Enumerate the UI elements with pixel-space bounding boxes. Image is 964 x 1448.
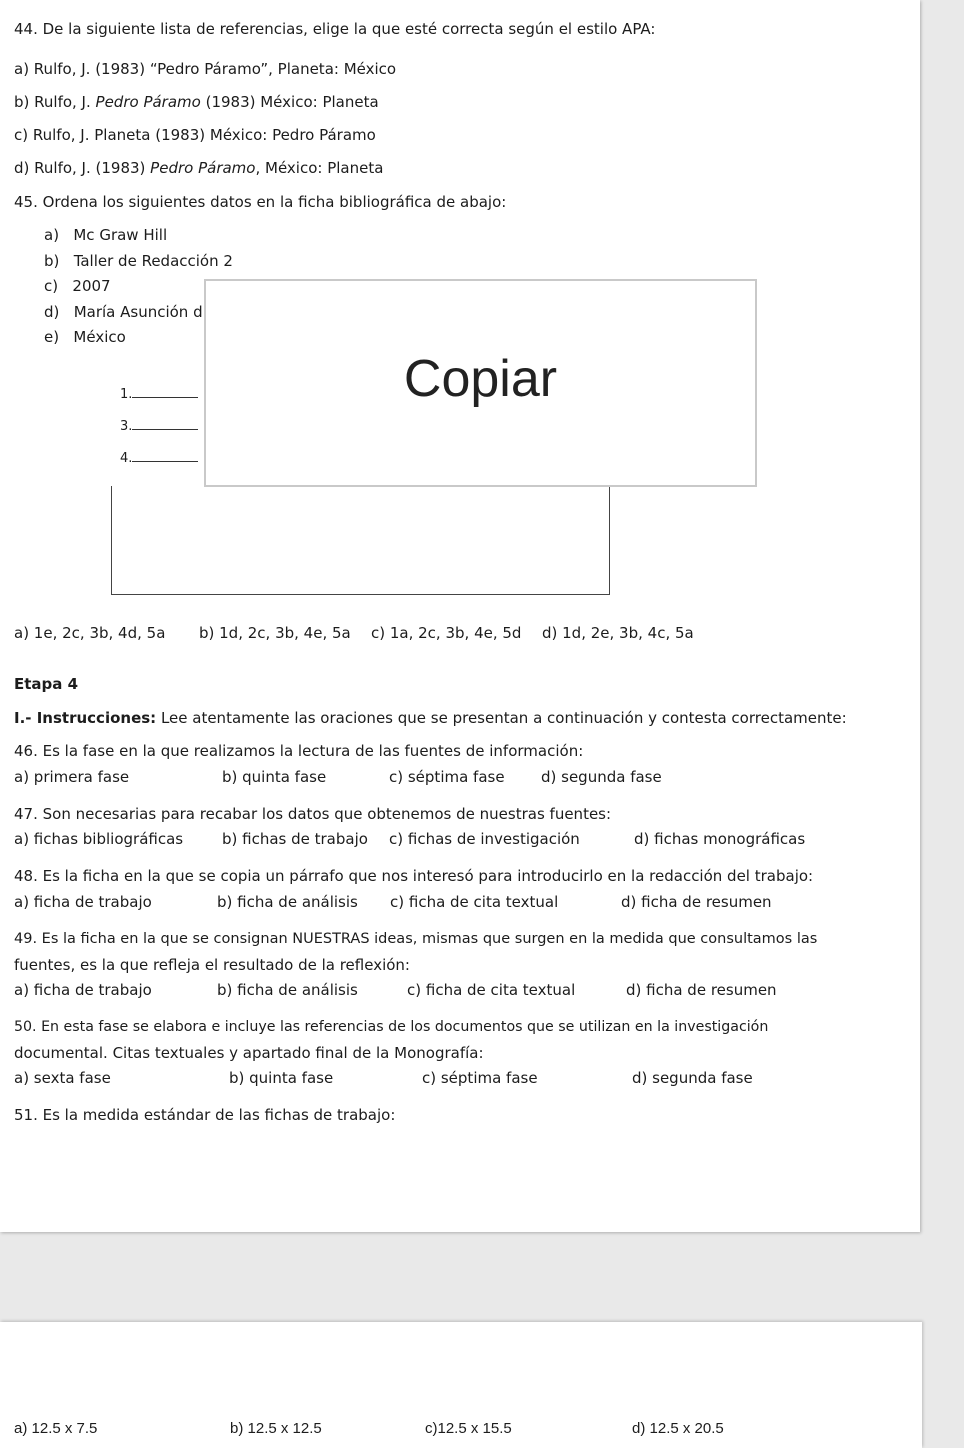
q49-option-c: c) ficha de cita textual [407, 981, 576, 999]
q46-option-b: b) quinta fase [222, 768, 327, 786]
copy-popup[interactable] [204, 279, 757, 487]
q44-option-a: a) Rulfo, J. (1983) “Pedro Páramo”, Planeta: México [14, 60, 397, 78]
document-page-2 [0, 1322, 922, 1448]
etapa-heading: Etapa 4 [14, 675, 79, 693]
q49-question-line1: 49. Es la ficha en la que se consignan NUESTRAS ideas, mismas que surgen en la medida que consultamos las [14, 931, 818, 947]
q45-option-b: b) 1d, 2c, 3b, 4e, 5a [199, 624, 351, 642]
q45-item-e: e) México [44, 328, 126, 346]
q47-option-a: a) fichas bibliográficas [14, 830, 184, 848]
q46-question: 46. Es la fase en la que realizamos la lectura de las fuentes de información: [14, 742, 584, 760]
q51-option-c: c)12.5 x 15.5 [425, 1420, 512, 1437]
bibliographic-card-box [111, 486, 610, 595]
q47-option-c: c) fichas de investigación [389, 830, 580, 848]
q50-option-c: c) séptima fase [422, 1069, 538, 1087]
copy-button[interactable]: Copiar [403, 350, 558, 408]
q47-option-d: d) fichas monográficas [634, 830, 806, 848]
q48-option-d: d) ficha de resumen [621, 893, 772, 911]
card-line-4: 4. [120, 447, 198, 468]
q49-option-b: b) ficha de análisis [217, 981, 358, 999]
q45-item-a: a) Mc Graw Hill [44, 226, 168, 244]
q48-question: 48. Es la ficha en la que se copia un párrafo que nos interesó para introducirlo en la redacción del trabajo: [14, 867, 814, 885]
q49-question-line2: fuentes, es la que refleja el resultado de la reflexión: [14, 956, 410, 974]
q48-option-b: b) ficha de análisis [217, 893, 358, 911]
q48-option-a: a) ficha de trabajo [14, 893, 152, 911]
q45-option-c: c) 1a, 2c, 3b, 4e, 5d [371, 624, 522, 642]
q47-question: 47. Son necesarias para recabar los datos que obtenemos de nuestras fuentes: [14, 805, 612, 823]
q46-option-a: a) primera fase [14, 768, 130, 786]
q49-option-d: d) ficha de resumen [626, 981, 777, 999]
q44-option-c: c) Rulfo, J. Planeta (1983) México: Pedro Páramo [14, 126, 376, 144]
q45-item-b: b) Taller de Redacción 2 [44, 252, 233, 270]
q51-option-b: b) 12.5 x 12.5 [230, 1420, 322, 1437]
q46-option-c: c) séptima fase [389, 768, 505, 786]
q45-option-a: a) 1e, 2c, 3b, 4d, 5a [14, 624, 166, 642]
q51-option-d: d) 12.5 x 20.5 [632, 1420, 724, 1437]
instructions: I.- Instrucciones: Lee atentamente las oraciones que se presentan a continuación y contesta correctamente: [14, 709, 847, 727]
q50-question-line1: 50. En esta fase se elabora e incluye las referencias de los documentos que se utilizan en la investigación [14, 1019, 769, 1035]
q50-question-line2: documental. Citas textuales y apartado final de la Monografía: [14, 1044, 484, 1062]
q49-option-a: a) ficha de trabajo [14, 981, 152, 999]
q44-option-d: d) Rulfo, J. (1983) Pedro Páramo, México: Planeta [14, 159, 384, 177]
q50-option-d: d) segunda fase [632, 1069, 753, 1087]
q45-item-c: c) 2007 [44, 277, 111, 295]
q51-question: 51. Es la medida estándar de las fichas de trabajo: [14, 1106, 396, 1124]
q47-option-b: b) fichas de trabajo [222, 830, 368, 848]
q44-question: 44. De la siguiente lista de referencias, elige la que esté correcta según el estilo APA: [14, 20, 656, 38]
q45-question: 45. Ordena los siguientes datos en la ficha bibliográfica de abajo: [14, 193, 507, 211]
card-line-1: 1. [120, 383, 198, 404]
q50-option-a: a) sexta fase [14, 1069, 111, 1087]
q50-option-b: b) quinta fase [229, 1069, 334, 1087]
q46-option-d: d) segunda fase [541, 768, 662, 786]
q48-option-c: c) ficha de cita textual [390, 893, 559, 911]
q45-item-d: d) María Asunción d [44, 303, 203, 321]
q44-option-b: b) Rulfo, J. Pedro Páramo (1983) México: Planeta [14, 93, 379, 111]
card-line-3: 3. [120, 415, 198, 436]
q45-option-d: d) 1d, 2e, 3b, 4c, 5a [542, 624, 694, 642]
q51-option-a: a) 12.5 x 7.5 [14, 1420, 98, 1437]
